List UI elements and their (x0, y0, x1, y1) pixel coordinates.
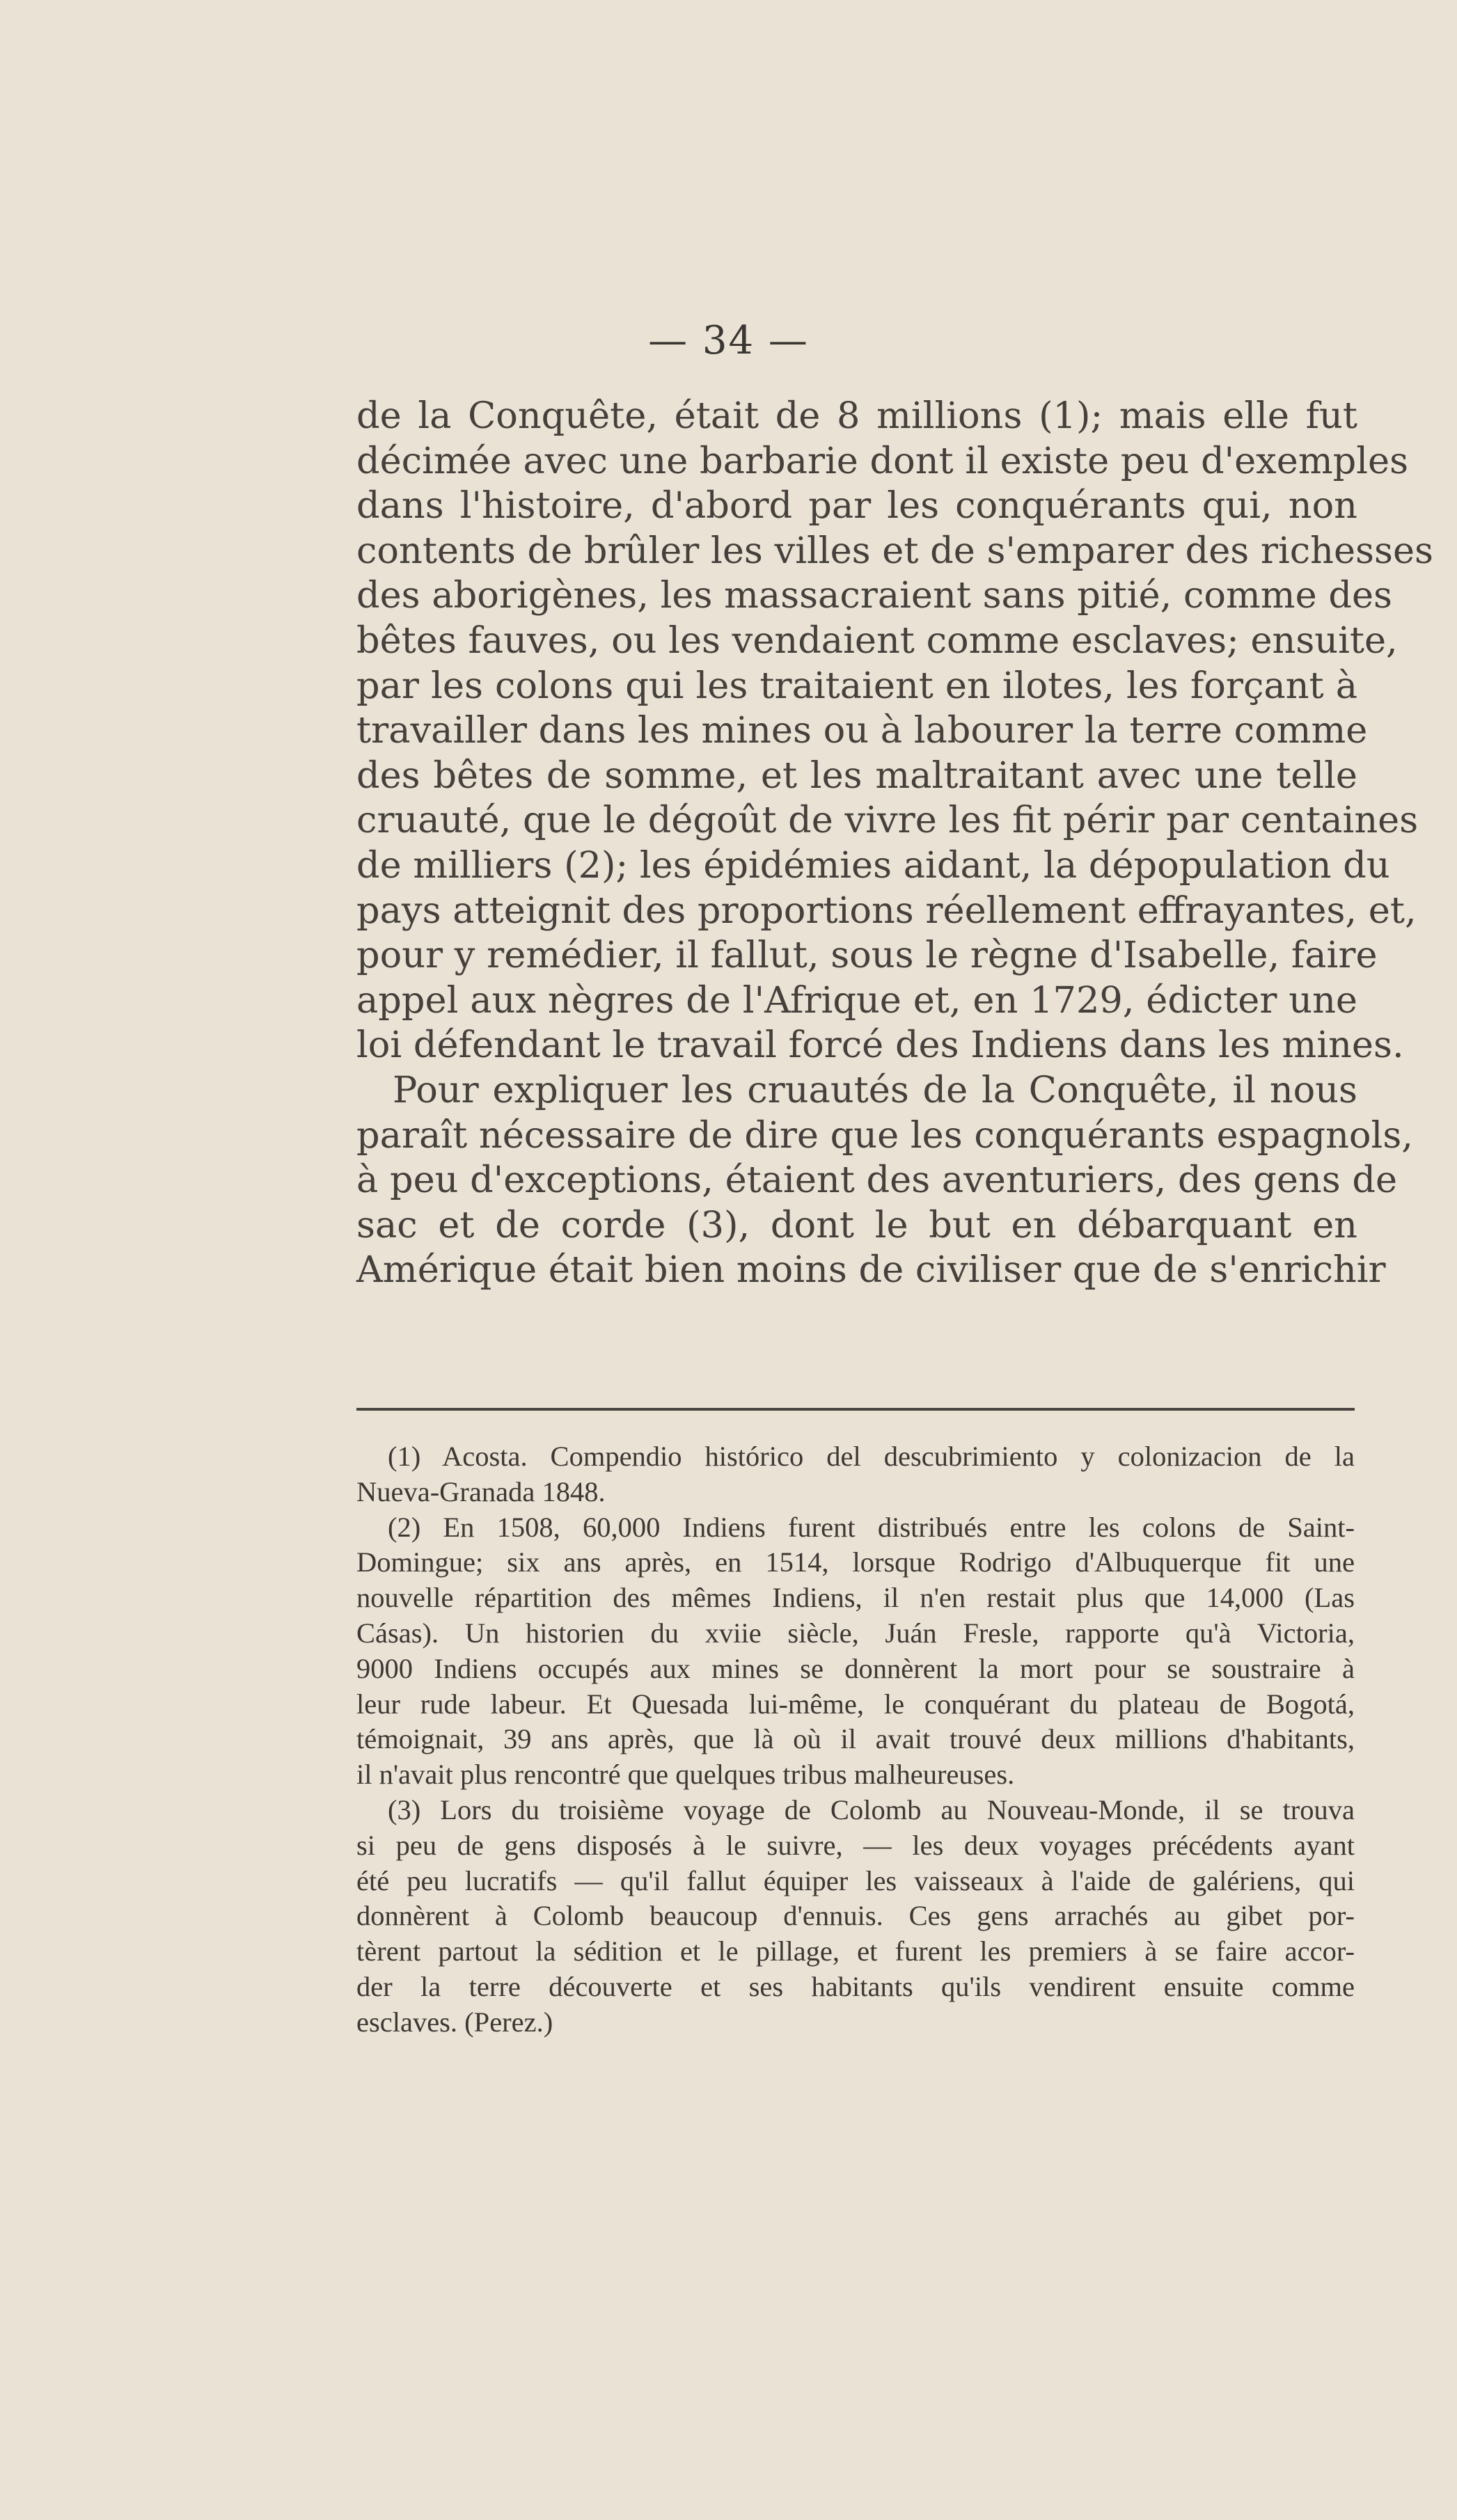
body-line: paraît nécessaire de dire que les conquérants espagnols, (356, 1114, 1413, 1157)
footnote-line: nouvelle répartition des mêmes Indiens, il n'en restait plus que 14,000 (Las (356, 1582, 1355, 1614)
footnote-line: Nueva-Granada 1848. (356, 1475, 606, 1507)
footnote-line: si peu de gens disposés à le suivre, — les deux voyages précédents ayant (356, 1829, 1355, 1861)
footnotes (356, 1439, 1355, 2040)
footnote-line: der la terre découverte et ses habitants qu'ils vendirent ensuite comme (356, 1970, 1355, 2002)
footnote-line: il n'avait plus rencontré que quelques tribus malheureuses. (356, 1759, 1015, 1791)
footnote-line: 9000 Indiens occupés aux mines se donnèrent la mort pour se soustraire à (356, 1652, 1355, 1684)
footnote-line: esclaves. (Perez.) (356, 2006, 553, 2038)
footnote-line: leur rude labeur. Et Quesada lui-même, le conquérant du plateau de Bogotá, (356, 1688, 1355, 1720)
footnote-line: tèrent partout la sédition et le pillage, et furent les premiers à se faire accor- (356, 1935, 1355, 1967)
footnote-line: (3) Lors du troisième voyage de Colomb au Nouveau-Monde, il se trouva (388, 1793, 1355, 1825)
footnote-divider (356, 1408, 1355, 1411)
body-line: décimée avec une barbarie dont il existe peu d'exemples (356, 439, 1409, 482)
body-line: cruauté, que le dégoût de vivre les fit périr par centaines (356, 799, 1419, 842)
page-number: — 34 — (648, 318, 809, 363)
body-line: bêtes fauves, ou les vendaient comme esclaves; ensuite, (356, 619, 1398, 662)
body-line: pour y remédier, il fallut, sous le règne d'Isabelle, faire (356, 934, 1378, 977)
body-line: des aborigènes, les massacraient sans pitié, comme des (356, 574, 1392, 617)
body-line: de milliers (2); les épidémies aidant, la dépopulation du (356, 843, 1390, 887)
body-line: par les colons qui les traitaient en ilotes, les forçant à (356, 664, 1357, 707)
footnote-line: donnèrent à Colomb beaucoup d'ennuis. Ces gens arrachés au gibet por- (356, 1900, 1355, 1932)
body-line: pays atteignit des proportions réellement effrayantes, et, (356, 889, 1417, 932)
body-line: à peu d'exceptions, étaient des aventuriers, des gens de (356, 1159, 1398, 1202)
footnote-line: (1) Acosta. Compendio histórico del descubrimiento y colonizacion de la (388, 1441, 1355, 1472)
body-line: loi défendant le travail forcé des Indiens dans les mines. (356, 1024, 1404, 1067)
body-line: travailler dans les mines ou à labourer la terre comme (356, 709, 1368, 752)
body-line: des bêtes de somme, et les maltraitant avec une telle (356, 754, 1357, 797)
body-line: Pour expliquer les cruautés de la Conquête, il nous (393, 1068, 1357, 1111)
body-line: dans l'histoire, d'abord par les conquérants qui, non (356, 484, 1357, 528)
footnote-line: Cásas). Un historien du xviie siècle, Juán Fresle, rapporte qu'à Victoria, (356, 1617, 1355, 1649)
body-line: contents de brûler les villes et de s'emparer des richesses (356, 529, 1433, 572)
footnote-line: Domingue; six ans après, en 1514, lorsque Rodrigo d'Albuquerque fit une (356, 1546, 1355, 1578)
footnote-line: été peu lucratifs — qu'il fallut équiper les vaisseaux à l'aide de galériens, qui (356, 1864, 1355, 1896)
body-line: de la Conquête, était de 8 millions (1); mais elle fut (356, 395, 1357, 437)
footnote-line: témoignait, 39 ans après, que là où il avait trouvé deux millions d'habitants, (356, 1723, 1355, 1755)
body-line: sac et de corde (3), dont le but en débarquant en (356, 1203, 1357, 1246)
footnote-line: (2) En 1508, 60,000 Indiens furent distribués entre les colons de Saint- (388, 1511, 1355, 1543)
body-line: Amérique était bien moins de civiliser que de s'enrichir (356, 1249, 1386, 1292)
body-line: appel aux nègres de l'Afrique et, en 1729, édicter une (356, 978, 1357, 1022)
body-text (356, 394, 1433, 1293)
